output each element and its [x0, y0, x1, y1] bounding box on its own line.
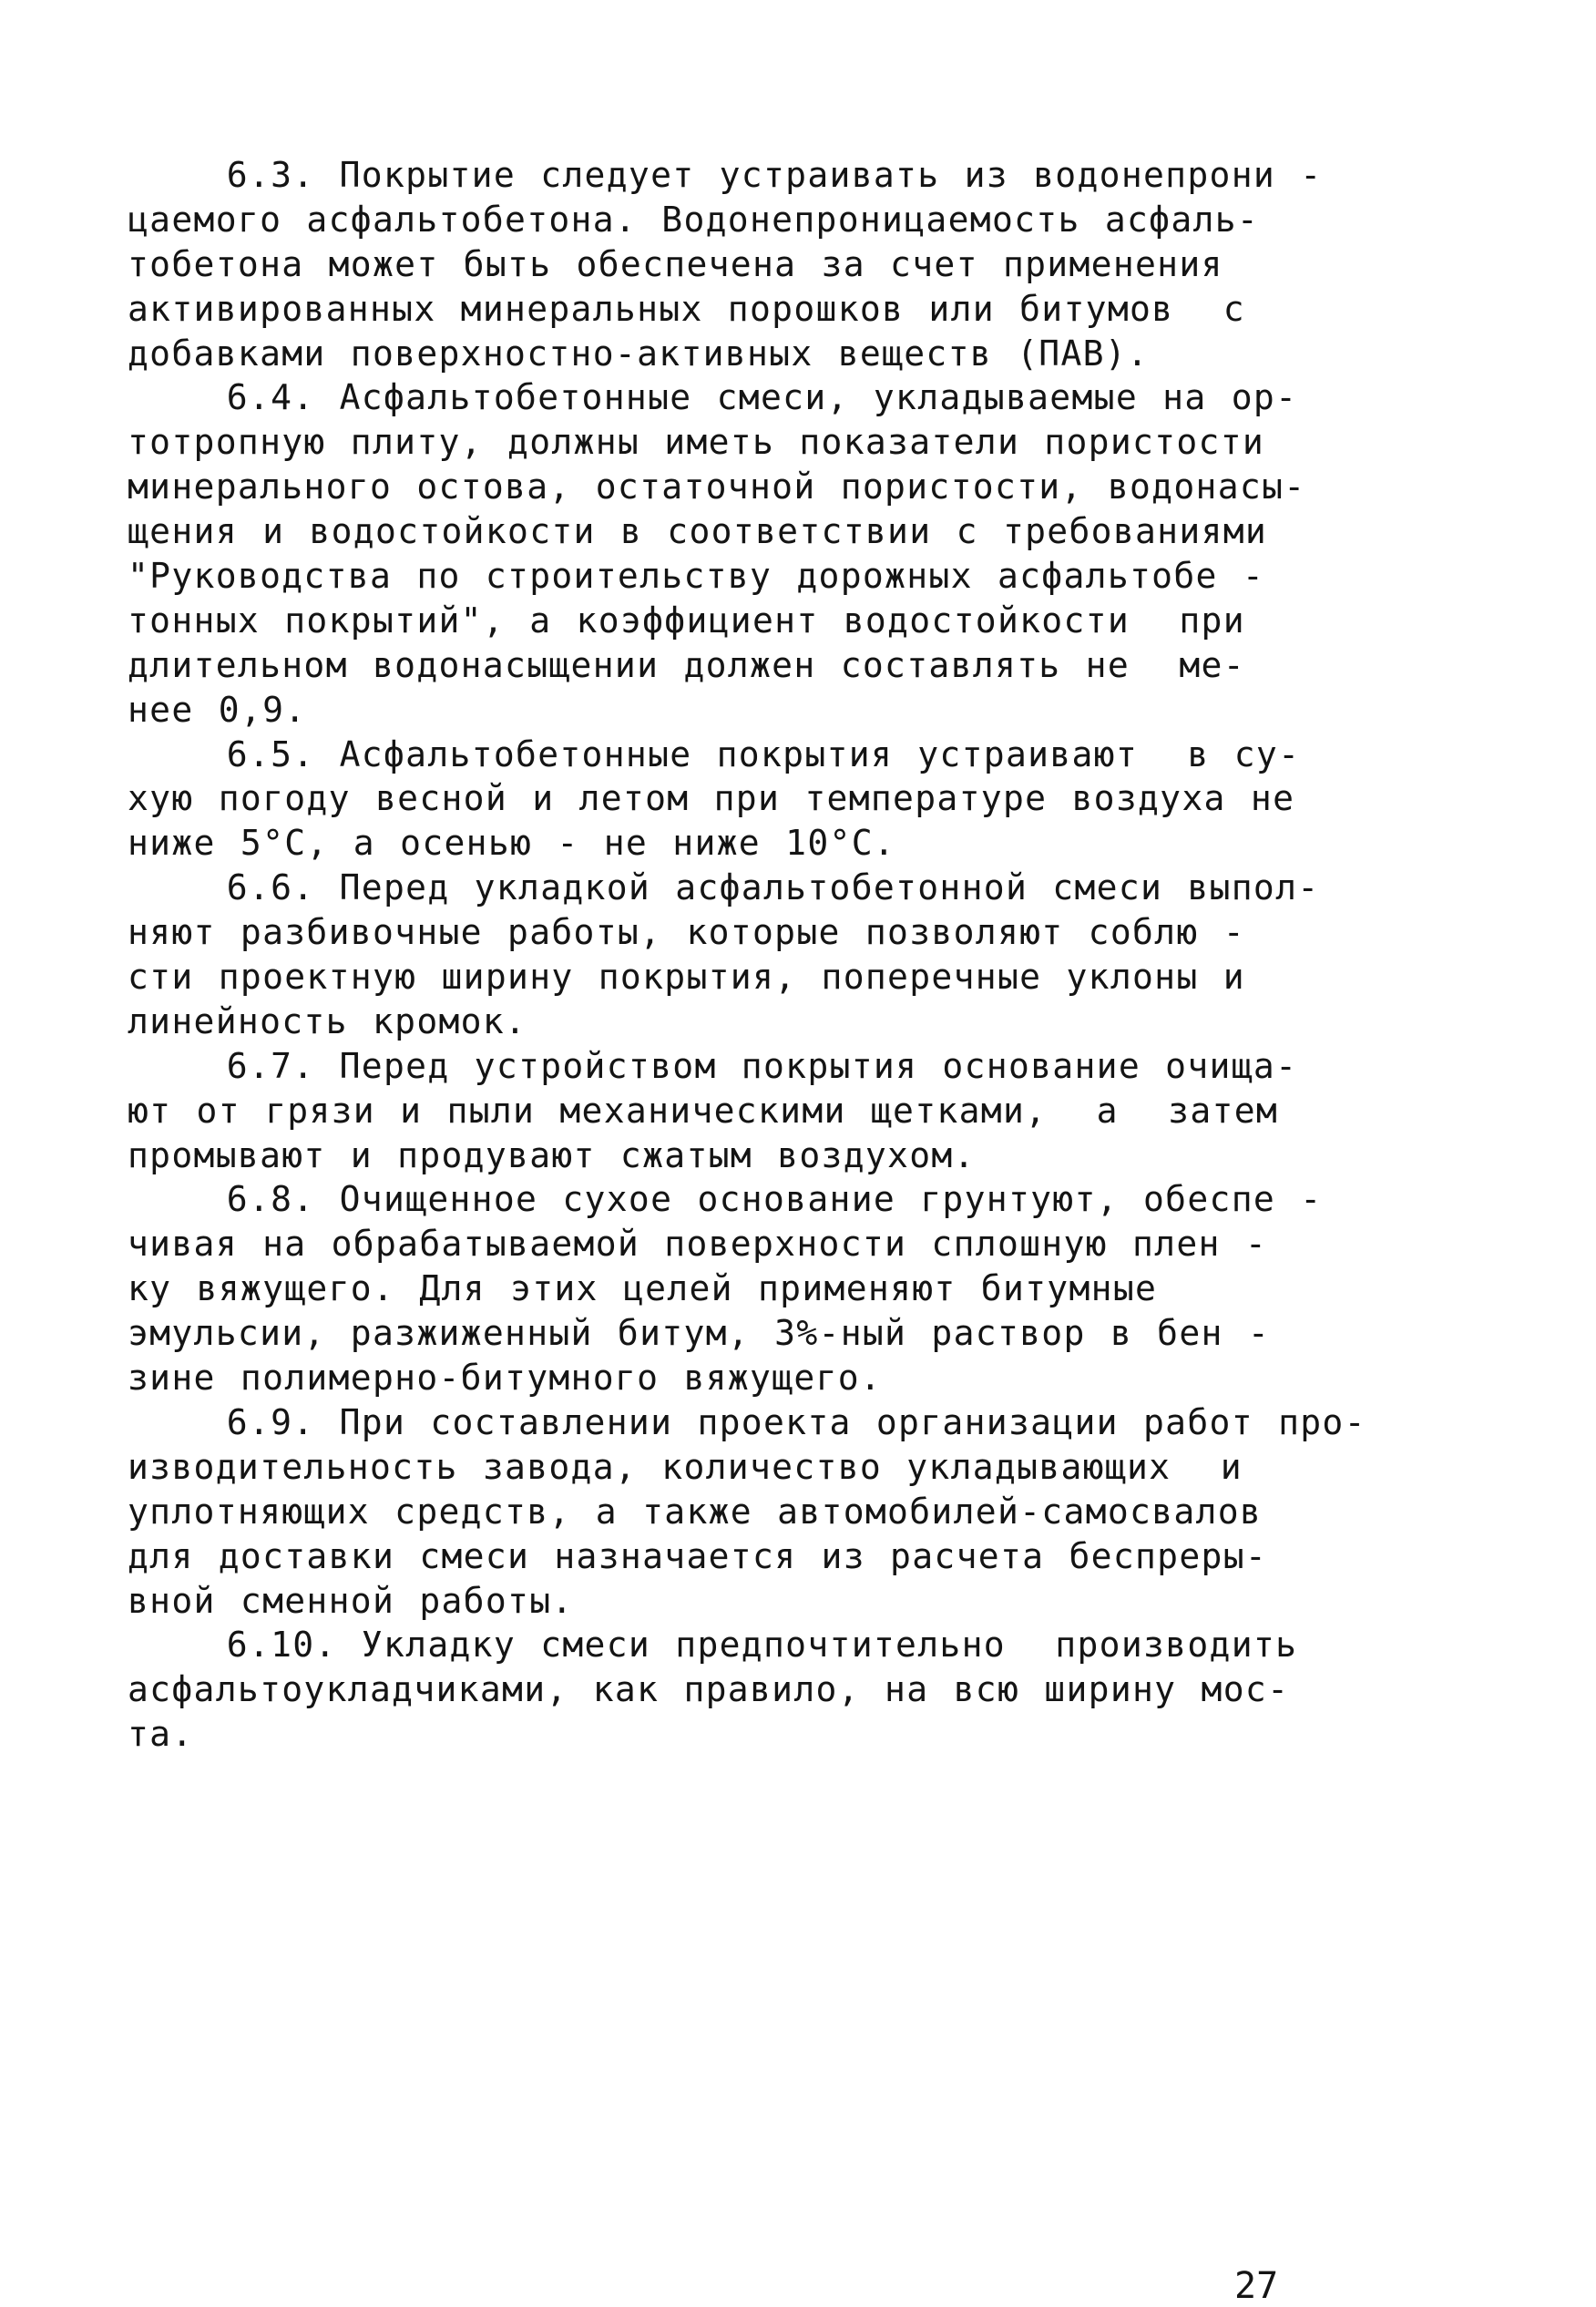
paragraph-p6-6 — [128, 866, 1320, 1044]
paragraph-p6-8 — [128, 1177, 1323, 1400]
paragraph-p6-3 — [128, 153, 1323, 375]
page-number: 27 — [1234, 2265, 1279, 2307]
text-line: ку вяжущего. Для этих целей применяют битумные — [128, 1268, 1158, 1309]
paragraph-p6-7 — [128, 1044, 1312, 1178]
text-line: чивая на обрабатываемой поверхности сплошную плен - — [128, 1224, 1268, 1265]
text-line: 6.5. Асфальтобетонные покрытия устраивают в су- — [128, 733, 1301, 774]
text-line: нее 0,9. — [128, 689, 307, 730]
text-line: 6.3. Покрытие следует устраивать из водонепрони - — [128, 155, 1323, 195]
text-line: 6.10. Укладку смеси предпочтительно производить — [128, 1625, 1298, 1666]
text-line: промывают и продувают сжатым воздухом. — [128, 1134, 976, 1175]
text-line: 6.8. Очищенное сухое основание грунтуют, обеспе - — [128, 1179, 1323, 1220]
text-line: 6.6. Перед укладкой асфальтобетонной смеси выпол- — [128, 867, 1320, 908]
text-line: длительном водонасыщении должен составлять не ме- — [128, 644, 1245, 685]
text-line: няют разбивочные работы, которые позволяют соблю - — [128, 912, 1245, 953]
text-line: "Руководства по строительству дорожных асфальтобе - — [128, 556, 1265, 597]
text-line: 6.9. При составлении проекта организации работ про- — [128, 1401, 1366, 1442]
text-line: хую погоду весной и летом при температуре воздуха не — [128, 778, 1295, 819]
paragraph-p6-5 — [128, 733, 1312, 866]
text-line: асфальтоукладчиками, как правило, на всю ширину мос- — [128, 1669, 1290, 1710]
text-line: ниже 5°С, а осенью - не ниже 10°С. — [128, 823, 896, 864]
text-line: эмульсии, разжиженный битум, 3%-ный раствор в бен - — [128, 1313, 1271, 1354]
text-line: тобетона может быть обеспечена за счет применения — [128, 243, 1223, 284]
text-line: добавками поверхностно-активных веществ (ПАВ). — [128, 333, 1150, 374]
text-line: линейность кромок. — [128, 1000, 527, 1041]
text-line: тотропную плиту, должны иметь показатели пористости — [128, 422, 1265, 463]
text-line: минерального остова, остаточной пористости, водонасы- — [128, 467, 1306, 508]
text-line: зине полимерно-битумного вяжущего. — [128, 1358, 883, 1399]
text-line: щения и водостойкости в соответствии с требованиями — [128, 511, 1268, 552]
paragraph-p6-10 — [128, 1623, 1312, 1757]
text-line: изводительность завода, количество укладывающих и — [128, 1446, 1243, 1487]
text-line: уплотняющих средств, а также автомобилей-самосвалов — [128, 1491, 1263, 1532]
text-line: для доставки смеси назначается из расчета беспреры- — [128, 1535, 1268, 1576]
text-line: сти проектную ширину покрытия, поперечные уклоны и — [128, 957, 1245, 998]
text-line: тонных покрытий", а коэффициент водостойкости при — [128, 600, 1245, 641]
text-line: 6.7. Перед устройством покрытия основание очища- — [128, 1045, 1298, 1086]
text-line: активированных минеральных порошков или битумов с — [128, 288, 1245, 329]
paragraph-p6-9 — [128, 1400, 1366, 1623]
text-line: ют от грязи и пыли механическими щетками, а затем — [128, 1090, 1279, 1131]
body-text — [128, 153, 1366, 1757]
text-line: та. — [128, 1714, 194, 1755]
text-line: цаемого асфальтобетона. Водонепроницаемость асфаль- — [128, 199, 1260, 240]
text-line: вной сменной работы. — [128, 1580, 574, 1621]
paragraph-p6-4 — [128, 375, 1312, 732]
text-line: 6.4. Асфальтобетонные смеси, укладываемые на ор- — [128, 377, 1298, 418]
